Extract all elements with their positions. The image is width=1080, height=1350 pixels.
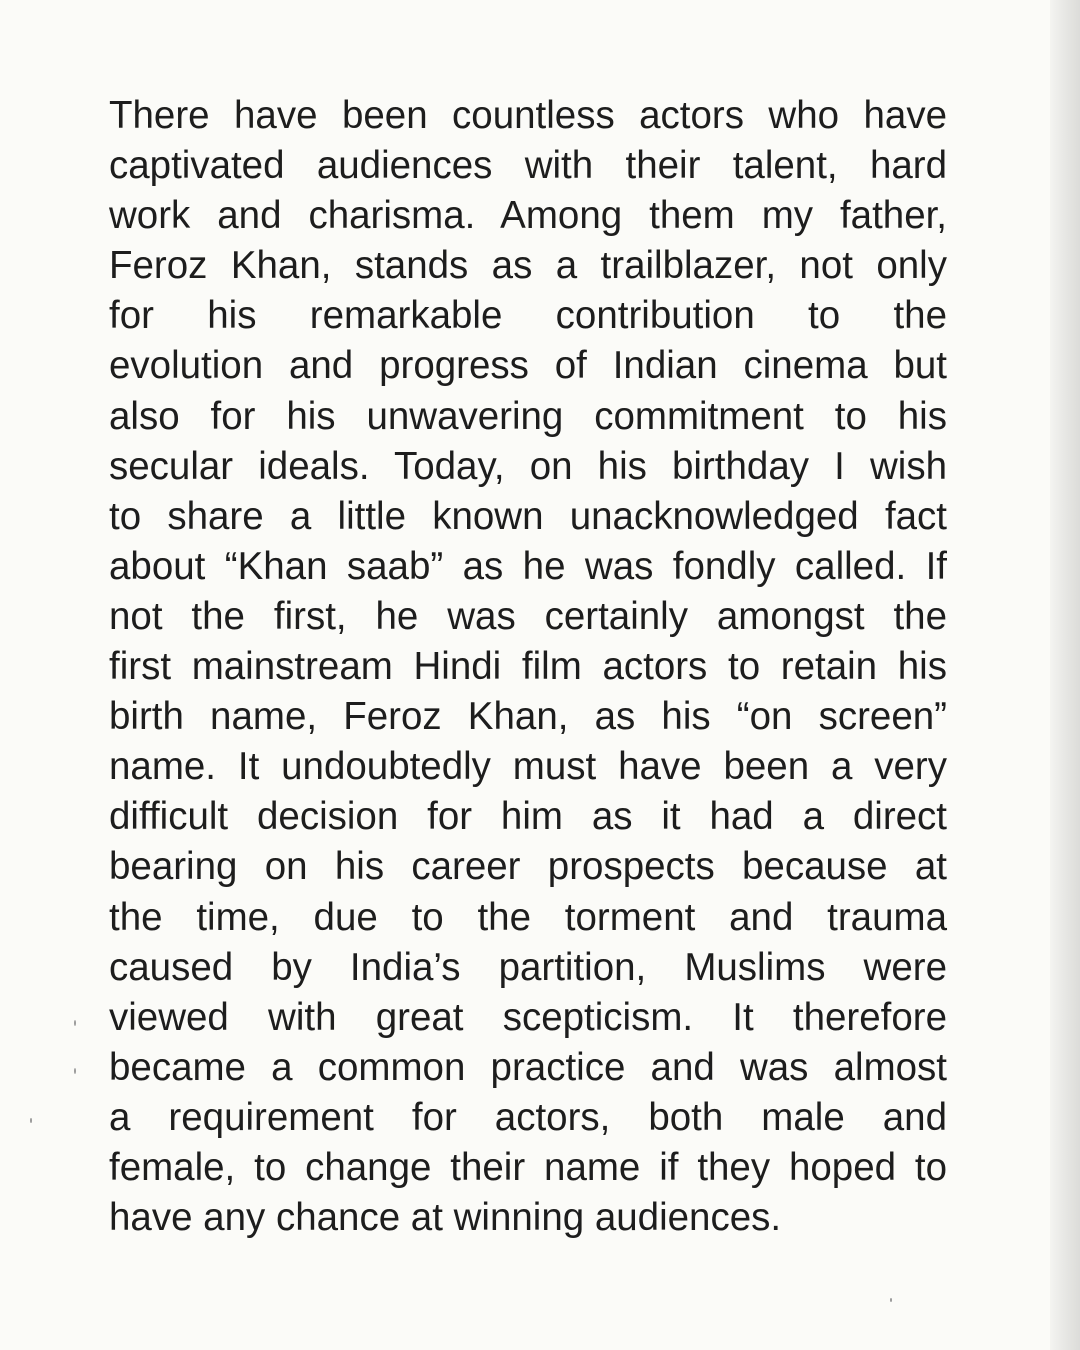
paragraph-line: difficult decision for him as it had a direct [109, 795, 947, 839]
paragraph-line: became a common practice and was almost [109, 1045, 947, 1089]
scan-speck [74, 1068, 76, 1074]
paragraph-line: first mainstream Hindi film actors to retain his [109, 645, 947, 689]
paragraph-line: work and charisma. Among them my father, [109, 194, 947, 238]
body-paragraph [109, 91, 947, 1243]
paragraph-line: about “Khan saab” as he was fondly called. If [109, 544, 947, 588]
paragraph-line: name. It undoubtedly must have been a very [109, 745, 947, 789]
paragraph-line: to share a little known unacknowledged fact [109, 494, 947, 538]
scan-speck [30, 1118, 32, 1123]
paragraph-line: birth name, Feroz Khan, as his “on screen” [109, 695, 947, 739]
paragraph-line: bearing on his career prospects because at [109, 845, 947, 889]
paragraph-line: viewed with great scepticism. It therefore [109, 995, 947, 1039]
scan-speck [74, 1020, 76, 1026]
page-edge-shadow [1050, 0, 1080, 1350]
paragraph-line: evolution and progress of Indian cinema but [109, 344, 947, 388]
paragraph-line: have any chance at winning audiences. [109, 1196, 782, 1240]
paragraph-line: There have been countless actors who have [109, 94, 947, 137]
paragraph-line: the time, due to the torment and trauma [109, 895, 947, 939]
paragraph-line: also for his unwavering commitment to his [109, 394, 947, 438]
paragraph-line: Feroz Khan, stands as a trailblazer, not only [109, 244, 947, 288]
paragraph-line: secular ideals. Today, on his birthday I wish [109, 444, 947, 488]
scan-speck [890, 1298, 892, 1302]
paragraph-line: caused by India’s partition, Muslims were [109, 945, 947, 989]
paragraph-line: female, to change their name if they hoped to [109, 1145, 947, 1189]
paragraph-line: not the first, he was certainly amongst the [109, 594, 947, 638]
paragraph-line: for his remarkable contribution to the [109, 294, 947, 338]
paragraph-line: captivated audiences with their talent, hard [109, 144, 947, 188]
paragraph-line: a requirement for actors, both male and [109, 1095, 947, 1139]
